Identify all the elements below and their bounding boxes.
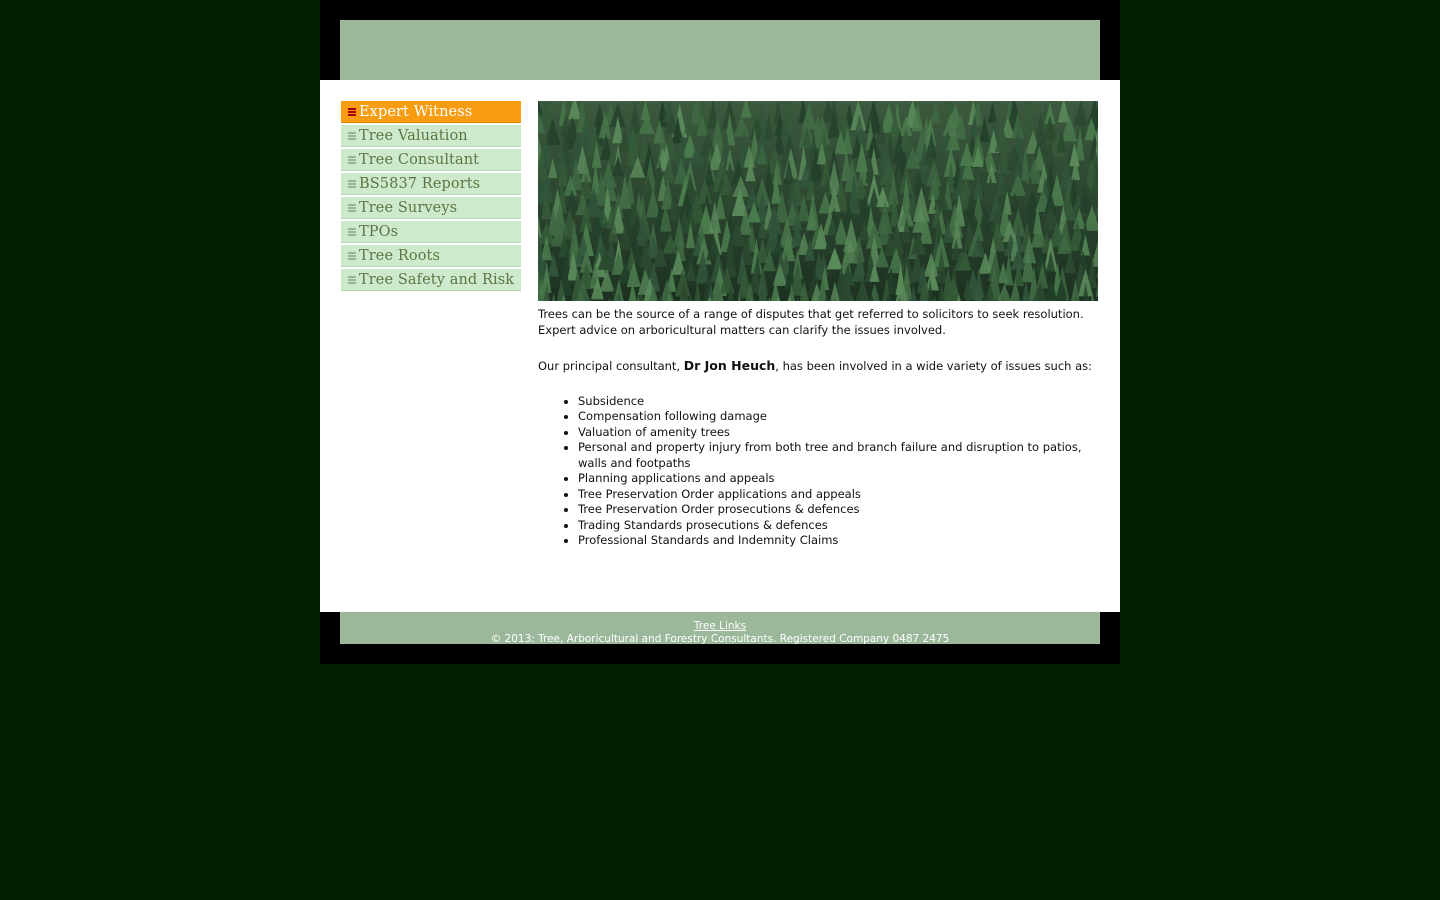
nav-item-tree-valuation[interactable] (341, 125, 521, 147)
page-frame (320, 0, 1120, 664)
header-banner (340, 20, 1100, 80)
list-item: • Subsidence (578, 394, 1100, 410)
menu-bullet-icon (348, 156, 356, 164)
menu-bullet-icon (348, 252, 356, 260)
list-item: • Personal and property injury from both tree and branch failure and disruption to patios, walls and footpaths (578, 440, 1100, 471)
list-item: • Tree Preservation Order prosecutions & defences (578, 502, 1100, 518)
list-item: • Tree Preservation Order applications and appeals (578, 487, 1100, 503)
nav-item-label: Tree Surveys (359, 199, 458, 216)
consultant-prefix: Our principal consultant, (538, 359, 684, 373)
nav-item-label: TPOs (359, 223, 399, 240)
forest-banner-image (538, 101, 1098, 301)
consultant-suffix: , has been involved in a wide variety of issues such as: (775, 359, 1093, 373)
consultant-name: Dr Jon Heuch (683, 358, 776, 373)
list-item: • Professional Standards and Indemnity Claims (578, 533, 1100, 549)
nav-item-label: Tree Roots (359, 247, 441, 264)
list-item: • Compensation following damage (578, 409, 1100, 425)
nav-item-label: Expert Witness (359, 103, 473, 120)
footer (340, 612, 1100, 644)
list-item: • Trading Standards prosecutions & defences (578, 518, 1100, 534)
nav-item-tpos[interactable] (341, 221, 521, 243)
nav-item-expert-witness[interactable] (341, 101, 521, 123)
nav-item-tree-consultant[interactable] (341, 149, 521, 171)
nav-item-label: Tree Safety and Risk (359, 271, 515, 288)
list-item: • Valuation of amenity trees (578, 425, 1100, 441)
menu-bullet-icon (348, 204, 356, 212)
copyright-text: © 2013: Tree, Arboricultural and Forestry Consultants. Registered Company 0487 2475 (490, 633, 950, 645)
nav-item-label: BS5837 Reports (359, 175, 481, 192)
nav-item-bs5837-reports[interactable] (341, 173, 521, 195)
menu-bullet-icon (348, 276, 356, 284)
tree-links-link[interactable]: Tree Links (693, 620, 747, 632)
nav-item-tree-safety-and-risk[interactable] (341, 269, 521, 291)
menu-bullet-icon (348, 108, 356, 116)
nav-item-tree-roots[interactable] (341, 245, 521, 267)
main-content (538, 307, 1100, 549)
nav-item-tree-surveys[interactable] (341, 197, 521, 219)
issues-list (538, 394, 1100, 549)
nav-item-label: Tree Consultant (359, 151, 480, 168)
intro-paragraph: Trees can be the source of a range of disputes that get referred to solicitors to seek resolution. Expert advice on arboricultural matters can clarify the issues involved. (538, 307, 1084, 337)
menu-bullet-icon (348, 132, 356, 140)
content-panel (320, 80, 1120, 612)
nav-item-label: Tree Valuation (359, 127, 468, 144)
list-item: • Planning applications and appeals (578, 471, 1100, 487)
menu-bullet-icon (348, 228, 356, 236)
sidebar-nav (341, 101, 521, 293)
menu-bullet-icon (348, 180, 356, 188)
consultant-paragraph (538, 358, 1100, 375)
